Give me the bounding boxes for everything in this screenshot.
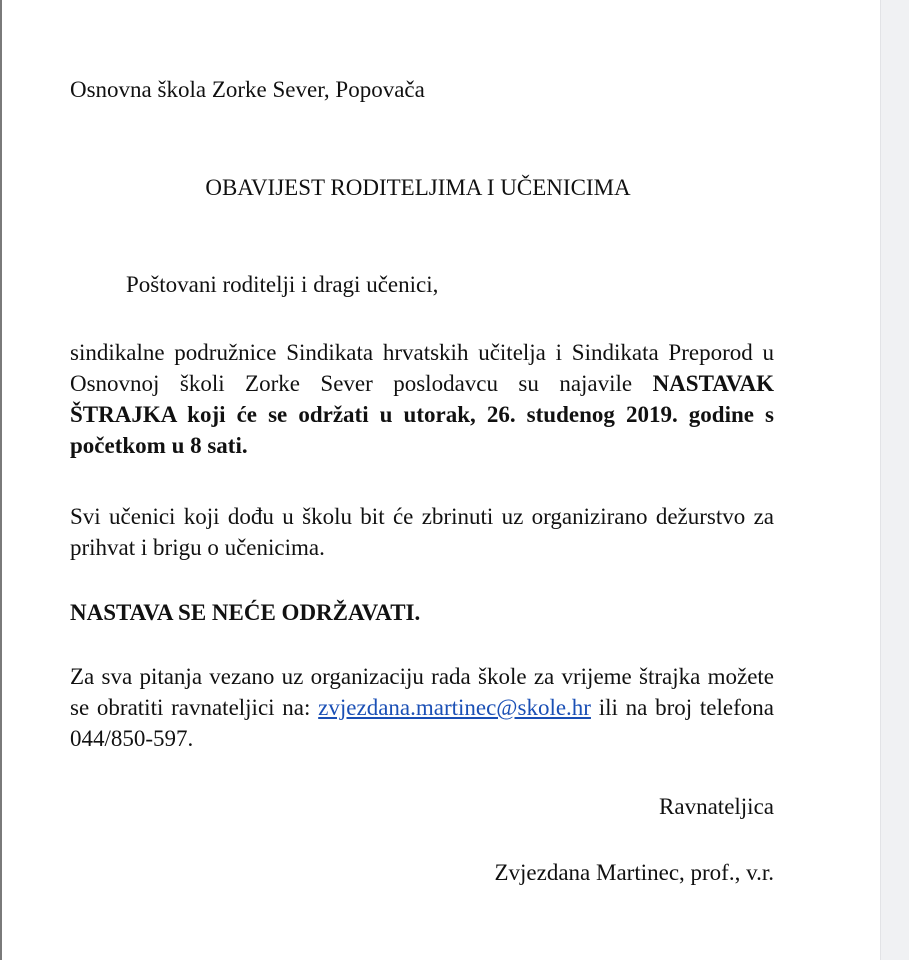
email-link[interactable]: zvjezdana.martinec@skole.hr [318, 695, 591, 720]
announcement-bold: NASTAVAK ŠTRAJKA koji će se održati u utorak, 26. studenog 2019. godine s početkom u 8 sati. [70, 371, 774, 458]
phone-text: ili na broj telefona 044/850-597. [70, 695, 774, 751]
greeting: Poštovani roditelji i dragi učenici, [126, 272, 439, 297]
contact-paragraph [70, 661, 774, 754]
no-classes-notice: NASTAVA SE NEĆE ODRŽAVATI. [70, 600, 421, 625]
strike-announcement-paragraph [70, 337, 774, 461]
supervision-paragraph: Svi učenici koji dođu u školu bit će zbrinuti uz organizirano dežurstvo za prihvat i brigu o učenicima. [70, 504, 774, 560]
notice-heading: OBAVIJEST RODITELJIMA I UČENICIMA [205, 175, 631, 200]
signature-name: Zvjezdana Martinec, prof., v.r. [494, 860, 774, 885]
signature-title: Ravnateljica [659, 794, 774, 819]
viewer-scroll-gutter[interactable] [880, 0, 909, 960]
contact-text: Za sva pitanja vezano uz organizaciju rada škole za vrijeme štrajka možete se obratiti ravnateljici na: [70, 664, 774, 720]
announcement-intro: sindikalne podružnice Sindikata hrvatskih učitelja i Sindikata Preporod u Osnovnoj školi Zorke Sever poslodavcu su najavile [70, 340, 774, 396]
school-name: Osnovna škola Zorke Sever, Popovača [70, 77, 425, 102]
